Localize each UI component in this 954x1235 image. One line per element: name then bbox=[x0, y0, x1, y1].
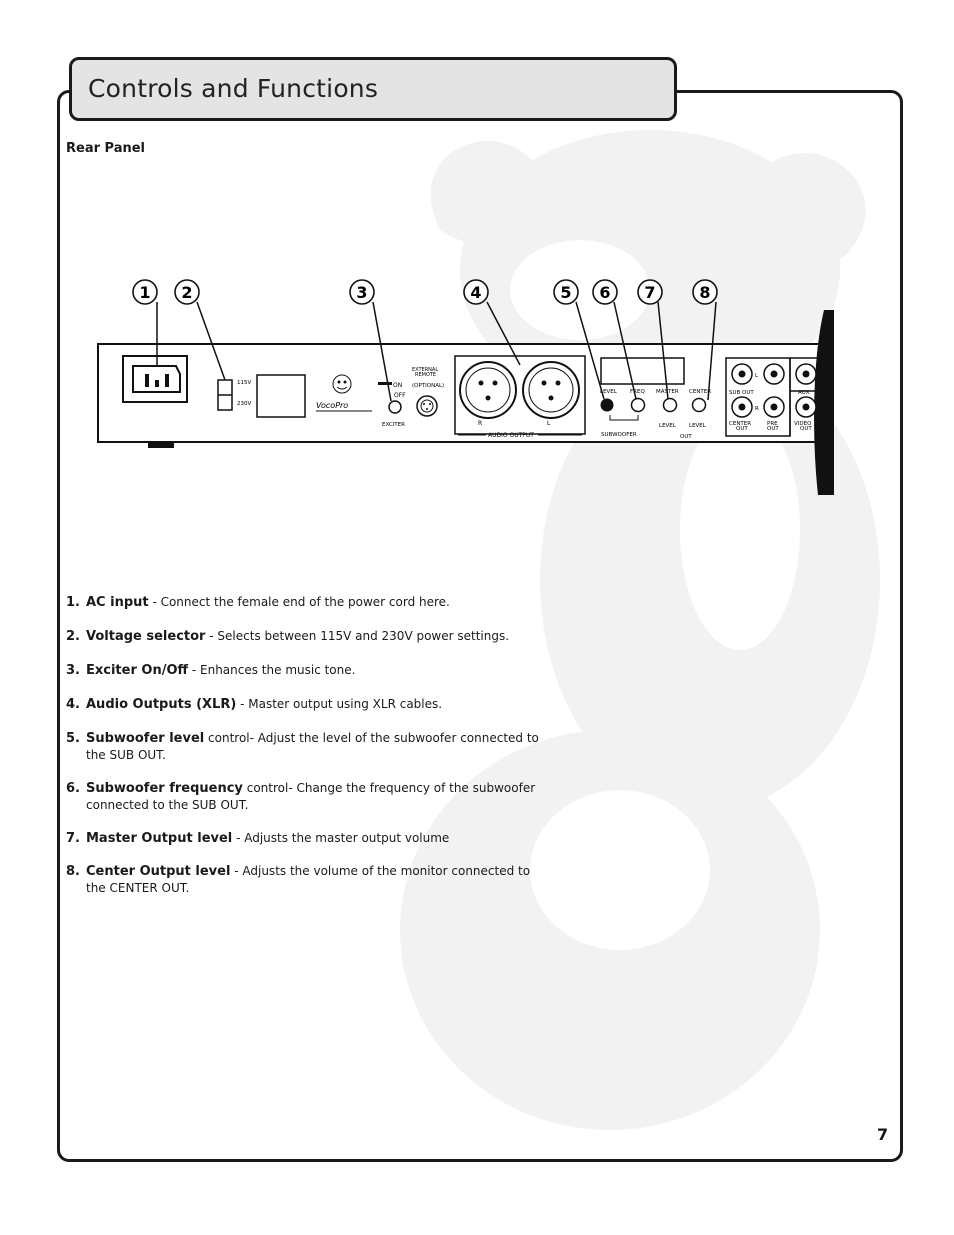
item-description: - Enhances the music tone. bbox=[188, 663, 356, 677]
center-level-knob bbox=[693, 399, 706, 412]
callout-7-number: 7 bbox=[644, 283, 656, 302]
page-title: Controls and Functions bbox=[88, 74, 379, 103]
callout-1 bbox=[133, 280, 157, 304]
list-item bbox=[66, 730, 546, 764]
label-jack-r: R bbox=[755, 406, 759, 412]
item-description: control- Adjust the level of the subwoofer connected to the SUB OUT. bbox=[86, 731, 539, 762]
rear-panel-diagram bbox=[90, 270, 840, 510]
item-number: 2. bbox=[66, 629, 80, 644]
label-level: LEVEL bbox=[600, 389, 617, 395]
item-term: Subwoofer frequency bbox=[86, 781, 243, 796]
callout-3 bbox=[350, 280, 374, 304]
label-pre-out-1: PRE bbox=[767, 421, 778, 427]
chassis-edge bbox=[814, 310, 834, 495]
item-number: 6. bbox=[66, 781, 80, 796]
label-external: EXTERNAL bbox=[412, 367, 439, 373]
label-audio-output: AUDIO OUTPUT bbox=[488, 432, 534, 439]
item-term: AC input bbox=[86, 595, 149, 610]
label-center-out-2: OUT bbox=[736, 426, 748, 432]
title-tab bbox=[69, 57, 677, 121]
label-off: OFF bbox=[394, 392, 406, 399]
item-description: - Connect the female end of the power cord here. bbox=[148, 595, 450, 609]
master-level-knob bbox=[664, 399, 677, 412]
item-number: 1. bbox=[66, 595, 80, 610]
callout-8 bbox=[693, 280, 717, 304]
callout-6-number: 6 bbox=[599, 283, 611, 302]
callout-5 bbox=[554, 280, 578, 304]
label-plate bbox=[257, 375, 305, 417]
callout-1-number: 1 bbox=[139, 283, 151, 302]
label-xlr-l: L bbox=[547, 420, 551, 427]
label-exciter: EXCITER bbox=[382, 422, 405, 428]
list-item bbox=[66, 863, 546, 897]
label-aux: AUX bbox=[798, 390, 810, 396]
item-number: 7. bbox=[66, 831, 80, 846]
label-master-level: LEVEL bbox=[659, 423, 676, 429]
item-term: Exciter On/Off bbox=[86, 663, 189, 678]
rca-jacks bbox=[726, 358, 824, 436]
label-xlr-r: R bbox=[478, 420, 483, 427]
callout-2 bbox=[175, 280, 199, 304]
label-optional: (OPTIONAL) bbox=[412, 383, 445, 389]
ac-input-socket bbox=[123, 356, 187, 402]
item-description: - Selects between 115V and 230V power settings. bbox=[205, 629, 510, 643]
label-center-out-1: CENTER bbox=[729, 421, 752, 427]
callout-3-number: 3 bbox=[356, 283, 368, 302]
item-term: Center Output level bbox=[86, 864, 231, 879]
label-sub-out: SUB OUT bbox=[729, 390, 754, 396]
list-item bbox=[66, 780, 546, 814]
label-video-out-1: VIDEO bbox=[794, 421, 812, 427]
label-subwoofer: SUBWOOFER bbox=[601, 432, 637, 438]
label-out: OUT bbox=[680, 434, 692, 440]
callout-6 bbox=[593, 280, 617, 304]
item-description: control- Change the frequency of the subwoofer connected to the SUB OUT. bbox=[86, 781, 536, 812]
list-item bbox=[66, 628, 546, 645]
item-description: - Adjusts the master output volume bbox=[232, 831, 450, 845]
knob-labels bbox=[600, 389, 711, 395]
item-number: 3. bbox=[66, 663, 80, 678]
label-jack-l: L bbox=[755, 373, 759, 379]
label-on: ON bbox=[393, 382, 403, 389]
label-video-out-2: OUT bbox=[800, 426, 812, 432]
list-item bbox=[66, 830, 546, 847]
item-number: 8. bbox=[66, 864, 80, 879]
item-term: Voltage selector bbox=[86, 629, 206, 644]
callout-4-number: 4 bbox=[470, 283, 482, 302]
label-230v: 230V bbox=[237, 401, 252, 407]
list-item bbox=[66, 594, 546, 611]
callout-5-number: 5 bbox=[560, 283, 572, 302]
subwoofer-freq-knob bbox=[632, 399, 645, 412]
item-term: Master Output level bbox=[86, 831, 233, 846]
label-freq: FREQ bbox=[630, 389, 645, 395]
logo-text: VocoPro bbox=[316, 401, 349, 410]
section-title: Rear Panel bbox=[66, 141, 146, 156]
item-term: Audio Outputs (XLR) bbox=[86, 697, 237, 712]
chassis-foot bbox=[148, 442, 174, 448]
callout-7 bbox=[638, 280, 662, 304]
callout-2-number: 2 bbox=[181, 283, 193, 302]
label-115v: 115V bbox=[237, 380, 252, 386]
item-number: 4. bbox=[66, 697, 80, 712]
callout-4 bbox=[464, 280, 488, 304]
label-center: CENTER bbox=[689, 389, 712, 395]
list-item bbox=[66, 696, 546, 713]
display-window bbox=[601, 358, 684, 384]
xlr-outputs bbox=[455, 356, 585, 439]
label-remote: REMOTE bbox=[415, 372, 437, 378]
list-item bbox=[66, 662, 546, 679]
label-pre-out-2: OUT bbox=[767, 426, 779, 432]
item-term: Subwoofer level bbox=[86, 731, 205, 746]
callout-8-number: 8 bbox=[699, 283, 711, 302]
label-master: MASTER bbox=[656, 389, 679, 395]
controls-list bbox=[66, 594, 546, 897]
subwoofer-level-knob bbox=[601, 399, 614, 412]
item-number: 5. bbox=[66, 731, 80, 746]
item-description: - Master output using XLR cables. bbox=[236, 697, 443, 711]
page-number: 7 bbox=[877, 1125, 889, 1144]
label-center-level: LEVEL bbox=[689, 423, 706, 429]
item-description: - Adjusts the volume of the monitor connected to the CENTER OUT. bbox=[86, 864, 531, 895]
